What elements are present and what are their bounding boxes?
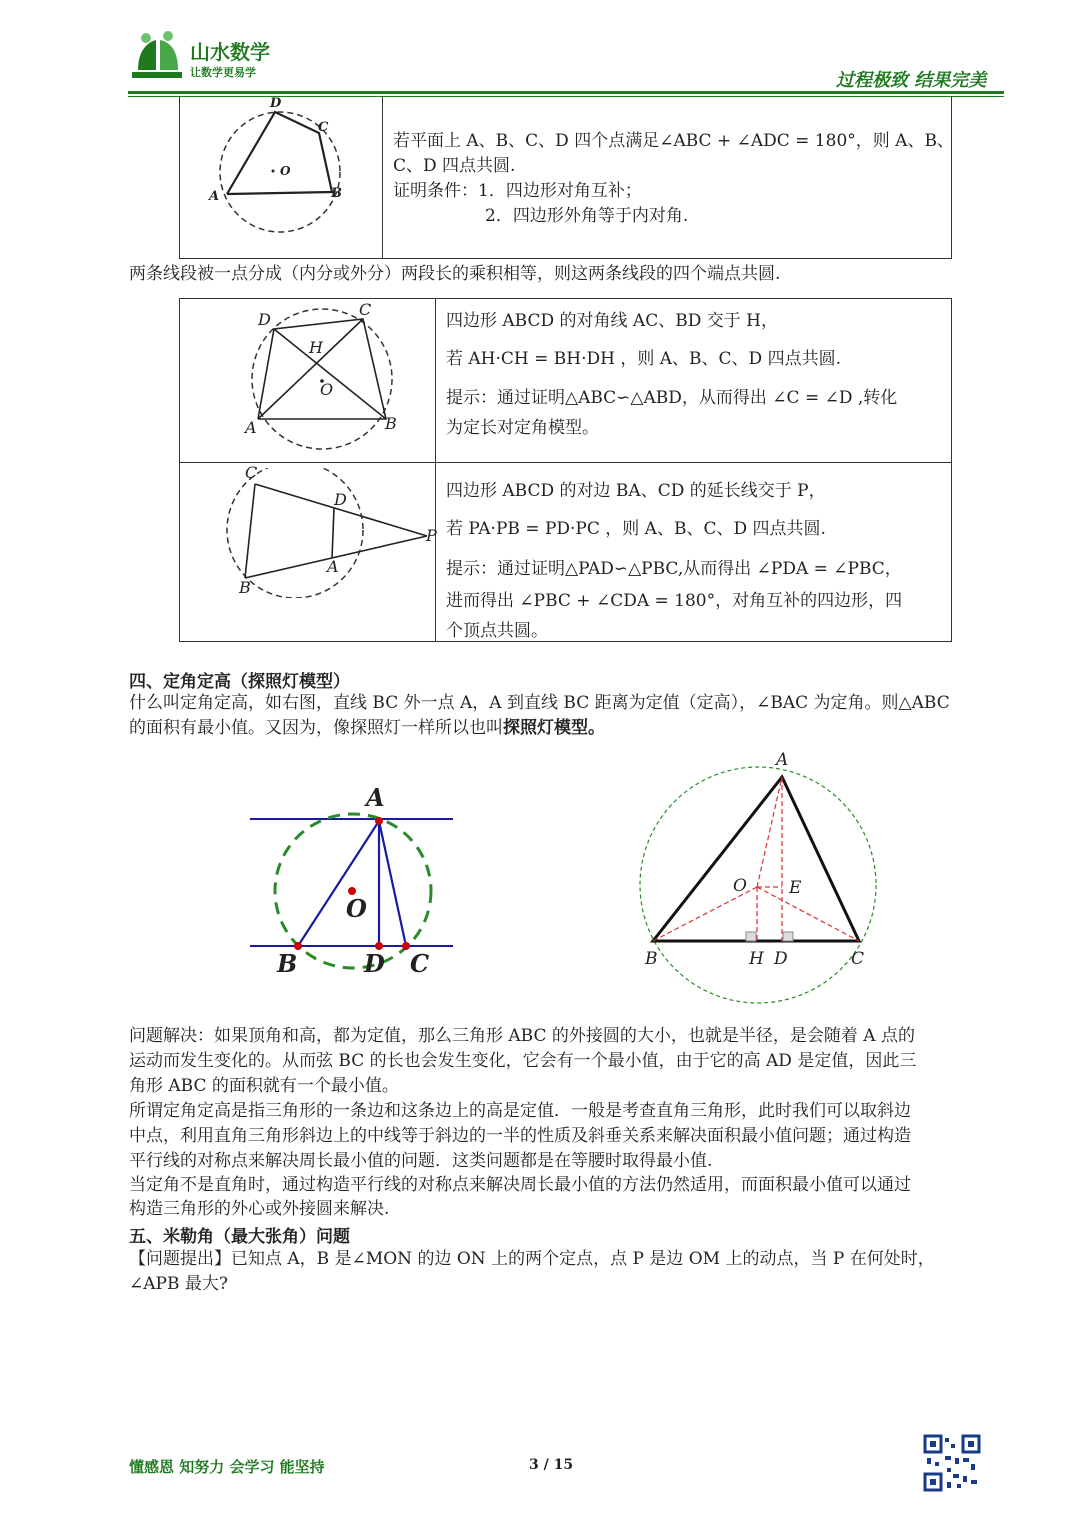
fig3-label-B: B (239, 578, 251, 597)
figure-circumcircle (630, 765, 890, 1010)
t2-r2-line5: 个顶点共圆。 (446, 621, 548, 641)
fig5-label-H: H (749, 949, 764, 969)
section4-p2: 的面积有最小值。又因为，像探照灯一样所以也叫探照灯模型。 (129, 718, 605, 738)
fig5-label-C: C (851, 949, 865, 969)
t2-r2-line3: 提示：通过证明△PAD∽△PBC,从而得出 ∠PDA = ∠PBC， (446, 559, 902, 579)
section4-body-4: 所谓定角定高是指三角形的一条边和这条边上的高是定值．一般是考查直角三角形，此时我们可以取斜边 (129, 1101, 911, 1121)
section5-p2: ∠APB 最大? (129, 1274, 228, 1294)
fig4-label-A: A (366, 783, 385, 812)
section5-heading: 五、米勒角（最大张角）问题 (129, 1227, 350, 1247)
t1-line4: 2．四边形外角等于内对角. (485, 206, 689, 226)
fig1-label-D: D (270, 96, 282, 111)
qr-code-icon (923, 1434, 981, 1492)
footer-motto: 懂感恩 知努力 会学习 能坚持 (129, 1458, 325, 1476)
fig1-label-B: B (331, 186, 342, 201)
t2-r1-line4: 为定长对定角模型。 (446, 418, 599, 438)
fig2-label-H: H (309, 338, 323, 357)
fig1-label-C: C (318, 120, 329, 135)
section5-p1: 【问题提出】已知点 A，B 是∠MON 的边 ON 上的两个定点，点 P 是边 OM 上的动点，当 P 在何处时， (129, 1249, 935, 1269)
header-slogan: 过程极致 结果完美 (836, 70, 987, 91)
fig4-label-O: O (346, 894, 367, 923)
logo-subtitle: 让数学更易学 (190, 66, 256, 79)
t2-r1-line2: 若 AH·CH = BH·DH ，则 A、B、C、D 四点共圆. (446, 349, 841, 369)
fig2-label-A: A (245, 418, 257, 437)
fig2-label-B: B (385, 414, 397, 433)
t2-r1-line1: 四边形 ABCD 的对角线 AC、BD 交于 H， (446, 311, 778, 331)
fig4-label-D: D (364, 949, 385, 978)
fig3-label-D: D (334, 490, 347, 509)
section4-body-6: 平行线的对称点来解决周长最小值的问题．这类问题都是在等腰时取得最小值. (129, 1151, 713, 1171)
fig5-label-O: O (733, 876, 747, 896)
fig3-label-P: P (426, 526, 437, 545)
fig5-label-D: D (774, 949, 788, 969)
t1-line2: C、D 四点共圆. (393, 156, 516, 176)
logo-icon (128, 30, 188, 86)
t1-line3: 证明条件：1．四边形对角互补； (393, 181, 642, 201)
fig4-label-C: C (410, 949, 430, 978)
header-rule (128, 91, 1004, 94)
t2-r2-line4: 进而得出 ∠PBC + ∠CDA = 180°，对角互补的四边形，四 (446, 591, 903, 611)
t2-r1-line3: 提示：通过证明△ABC∽△ABD，从而得出 ∠C = ∠D ,转化 (446, 388, 898, 408)
fig1-label-O: O (280, 164, 291, 178)
section4-body-7: 当定角不是直角时，通过构造平行线的对称点来解决周长最小值的方法仍然适用，而面积最小值可以通过 (129, 1175, 911, 1195)
t2-r2-line1: 四边形 ABCD 的对边 BA、CD 的延长线交于 P， (446, 481, 826, 501)
fig3-label-C: C (245, 463, 258, 482)
t1-line1: 若平面上 A、B、C、D 四个点满足∠ABC + ∠ADC = 180°，则 A、B、 (393, 131, 954, 151)
fig5-label-E: E (789, 878, 802, 898)
fig2-label-D: D (258, 310, 271, 329)
spotlight-model-term: 探照灯模型。 (503, 718, 605, 738)
section4-body-3: 角形 ABC 的面积就有一个最小值。 (129, 1076, 399, 1096)
fig4-label-B: B (277, 949, 298, 978)
fig1-label-A: A (209, 189, 220, 204)
para-chord-theorem: 两条线段被一点分成（内分或外分）两段长的乘积相等，则这两条线段的四个端点共圆. (129, 264, 781, 284)
section4-body-5: 中点，利用直角三角形斜边上的中线等于斜边的一半的性质及斜垂关系来解决面积最小值问题；通过构造 (129, 1126, 911, 1146)
section4-body-1: 问题解决：如果顶角和高，都为定值，那么三角形 ABC 的外接圆的大小，也就是半径，是会随着 A 点的 (129, 1026, 915, 1046)
logo-title: 山水数学 (190, 40, 270, 64)
fig5-label-A: A (776, 750, 789, 770)
fig3-label-A: A (327, 557, 339, 576)
fig5-label-B: B (645, 949, 658, 969)
section4-body-2: 运动而发生变化的。从而弦 BC 的长也会发生变化，它会有一个最小值，由于它的高 AD 是定值，因此三 (129, 1051, 917, 1071)
fig2-label-O: O (320, 380, 334, 399)
footer-page-number: 3 / 15 (529, 1457, 574, 1473)
section4-heading: 四、定角定高（探照灯模型） (129, 672, 350, 692)
t2-r2-line2: 若 PA·PB = PD·PC ，则 A、B、C、D 四点共圆. (446, 519, 826, 539)
fig2-label-C: C (359, 300, 372, 319)
section4-body-8: 构造三角形的外心或外接圆来解决. (129, 1199, 390, 1219)
section4-p1: 什么叫定角定高，如右图，直线 BC 外一点 A，A 到直线 BC 距离为定值（定高），∠BAC 为定角。则△ABC (129, 693, 950, 713)
